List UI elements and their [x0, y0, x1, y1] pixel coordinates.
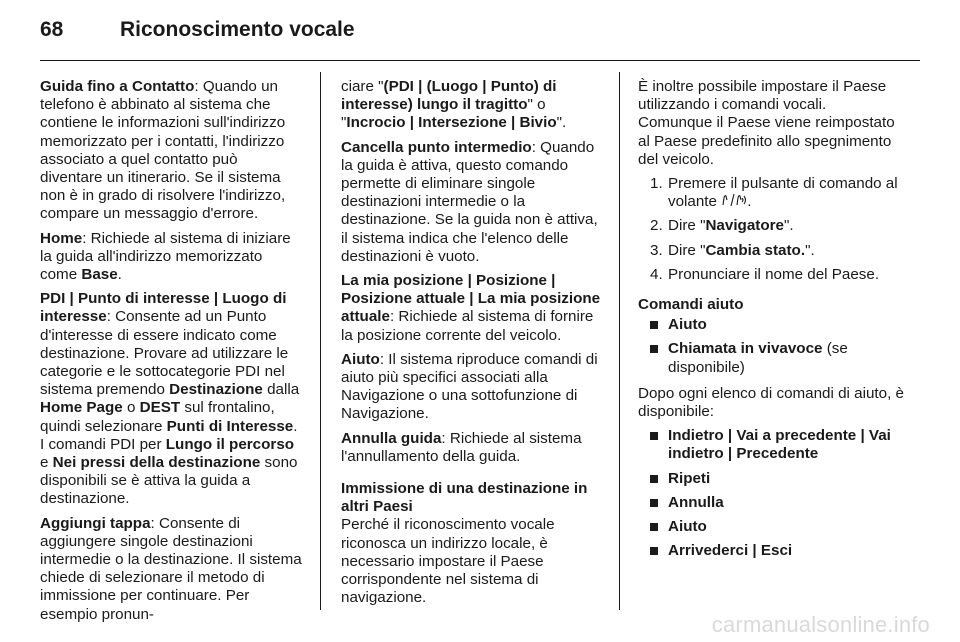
list-item [638, 494, 904, 512]
text: Dire " [668, 241, 706, 259]
column-divider-1 [320, 72, 321, 610]
step-item [638, 175, 904, 211]
steps-list [638, 175, 904, 284]
column-divider-2 [619, 72, 620, 610]
watermark: carmanualsonline.info [711, 612, 930, 637]
text: : Richiede al sistema di iniziare la guida all'indirizzo memorizzato come [40, 229, 291, 284]
bullet-square-icon [650, 321, 658, 329]
term: Aiuto [341, 350, 380, 368]
term: Cancella punto intermedio [341, 138, 532, 156]
text: Pronunciare il nome del Paese. [668, 265, 880, 283]
paragraph-paese-vocale: È inoltre possibile impostare il Paese utilizzando i comandi vocali. Comunque il Paese viene reimpostato al Paese predefinito allo spegnimento del veicolo. [638, 78, 895, 168]
bullet-square-icon [650, 475, 658, 483]
term: Aiuto [668, 518, 707, 536]
text: sono disponibili se è attiva la guida a destinazione. [40, 454, 298, 508]
text: ". [805, 241, 815, 259]
paragraph-aggiungi-tappa [40, 515, 302, 624]
bullet-square-icon [650, 547, 658, 555]
text: ". [556, 114, 567, 132]
text: . [747, 193, 752, 211]
step-item [638, 242, 904, 260]
term: Guida fino a Contatto [40, 78, 195, 95]
text: (se disponibile) [668, 340, 848, 376]
page-number: 68 [40, 18, 64, 41]
text: : Consente di aggiungere singole destinazioni intermedie o la destinazione. Il sistema chiede di selezionare il metodo di immissione per continuare. Per esempio pronun- [40, 514, 302, 623]
column-2 [341, 78, 605, 613]
term: Aggiungi tappa [40, 514, 151, 532]
text: dalla [262, 381, 300, 399]
term: Cambia stato. [705, 241, 806, 259]
text: ciare " [341, 78, 384, 95]
text: : Quando la guida è attiva, questo comando permette di eliminare singole destinazioni intermedie o la destinazione. Se la guida non è attiva, il sistema indica che l'elenco delle destinazioni è vuoto. [341, 138, 598, 265]
text: : Richiede al sistema l'annullamento della guida. [341, 429, 582, 465]
step-number: 4. [650, 265, 663, 283]
text: e [40, 454, 53, 472]
paragraph-annulla-guida [341, 430, 605, 466]
term: Ripeti [668, 469, 711, 487]
bullet-square-icon [650, 345, 658, 353]
chapter-title: Riconoscimento vocale [120, 18, 355, 41]
paragraph-aiuto [341, 351, 605, 424]
text: Dire " [668, 217, 706, 235]
text: : Il sistema riproduce comandi di aiuto più specifici associati alla Navigazione o una sottofunzione di Navigazione. [341, 350, 598, 423]
section-heading: Immissione di una destinazione in altri Paesi [341, 480, 588, 516]
term: Home Page [40, 399, 123, 417]
term: Chiamata in vivavoce [668, 340, 823, 358]
step-item [638, 217, 904, 235]
text: Premere il pulsante di comando al volante [668, 175, 898, 211]
term: Punti di Interesse [166, 417, 294, 435]
column-3 [638, 78, 904, 568]
paragraph-cancella [341, 139, 605, 266]
text: sul frontalino, quindi selezionare [40, 399, 275, 435]
term: Base [81, 266, 118, 284]
term: (PDI | (Luogo | Punto) di interesse) lungo il tragitto [341, 78, 557, 114]
page-header [40, 18, 920, 48]
term: Annulla [668, 493, 724, 511]
bullet-list-available [638, 427, 904, 560]
term: Aiuto [668, 316, 707, 334]
paragraph-posizione [341, 272, 605, 345]
term: DEST [139, 399, 181, 417]
term: Annulla guida [341, 429, 442, 447]
list-item [638, 518, 904, 536]
paragraph-guida-contatto [40, 78, 302, 224]
text: : Consente ad un Punto d'interesse di essere indicato come destinazione. Provare ad utilizzare le categorie e le sottocategorie PDI nel sistema premendo [40, 308, 289, 399]
text: . [117, 266, 122, 284]
term: Incrocio | Intersezione | Bivio [346, 114, 557, 132]
bullet-square-icon [650, 499, 658, 507]
paragraph-home [40, 230, 302, 285]
list-item [638, 316, 904, 334]
step-item [638, 266, 904, 284]
text: ". [783, 217, 794, 235]
term: Home [40, 229, 83, 247]
list-item [638, 427, 904, 463]
voice-control-icon [721, 193, 747, 205]
paragraph-paese: Perché il riconoscimento vocale riconosca un indirizzo locale, è necessario impostare il Paese corrispondente nel sistema di navigazione. [341, 516, 555, 607]
bullet-square-icon [650, 523, 658, 531]
step-number: 1. [650, 175, 663, 193]
paragraph-pdi [40, 290, 302, 508]
bullet-list-help [638, 316, 904, 377]
term: Indietro | Vai a precedente | Vai indietro | Precedente [668, 427, 891, 463]
section-heading: Comandi aiuto [638, 296, 744, 314]
step-number: 2. [650, 217, 663, 235]
step-number: 3. [650, 241, 663, 259]
header-rule [40, 60, 920, 61]
text: : Quando un telefono è abbinato al sistema che contiene le informazioni sull'indirizzo memorizzato per i contatti, l'indirizzo associato a quel contatto può diventare un itinerario. Se il sistema non è in grado di risolvere l'indirizzo, compare un messaggio d'errore. [40, 78, 286, 223]
bullet-square-icon [650, 432, 658, 440]
term: PDI | Punto di interesse | Luogo di interesse [40, 290, 287, 326]
term: Arrivederci | Esci [668, 542, 793, 560]
list-item [638, 470, 904, 488]
paragraph-after-help: Dopo ogni elenco di comandi di aiuto, è disponibile: [638, 384, 904, 421]
list-item [638, 542, 904, 560]
paragraph-continuation [341, 78, 605, 133]
term: Navigatore [705, 217, 784, 235]
term: Lungo il percorso [165, 435, 295, 453]
term: La mia posizione | Posizione | Posizione attuale | La mia posizione attuale [341, 272, 601, 326]
text: " o " [341, 96, 546, 132]
term: Nei pressi della destinazione [52, 454, 261, 472]
text: o [122, 399, 140, 417]
list-item [638, 340, 904, 376]
text: : Richiede al sistema di fornire la posizione corrente del veicolo. [341, 308, 594, 344]
text: . I comandi PDI per [40, 417, 298, 453]
term: Destinazione [169, 381, 263, 399]
column-1 [40, 78, 302, 630]
